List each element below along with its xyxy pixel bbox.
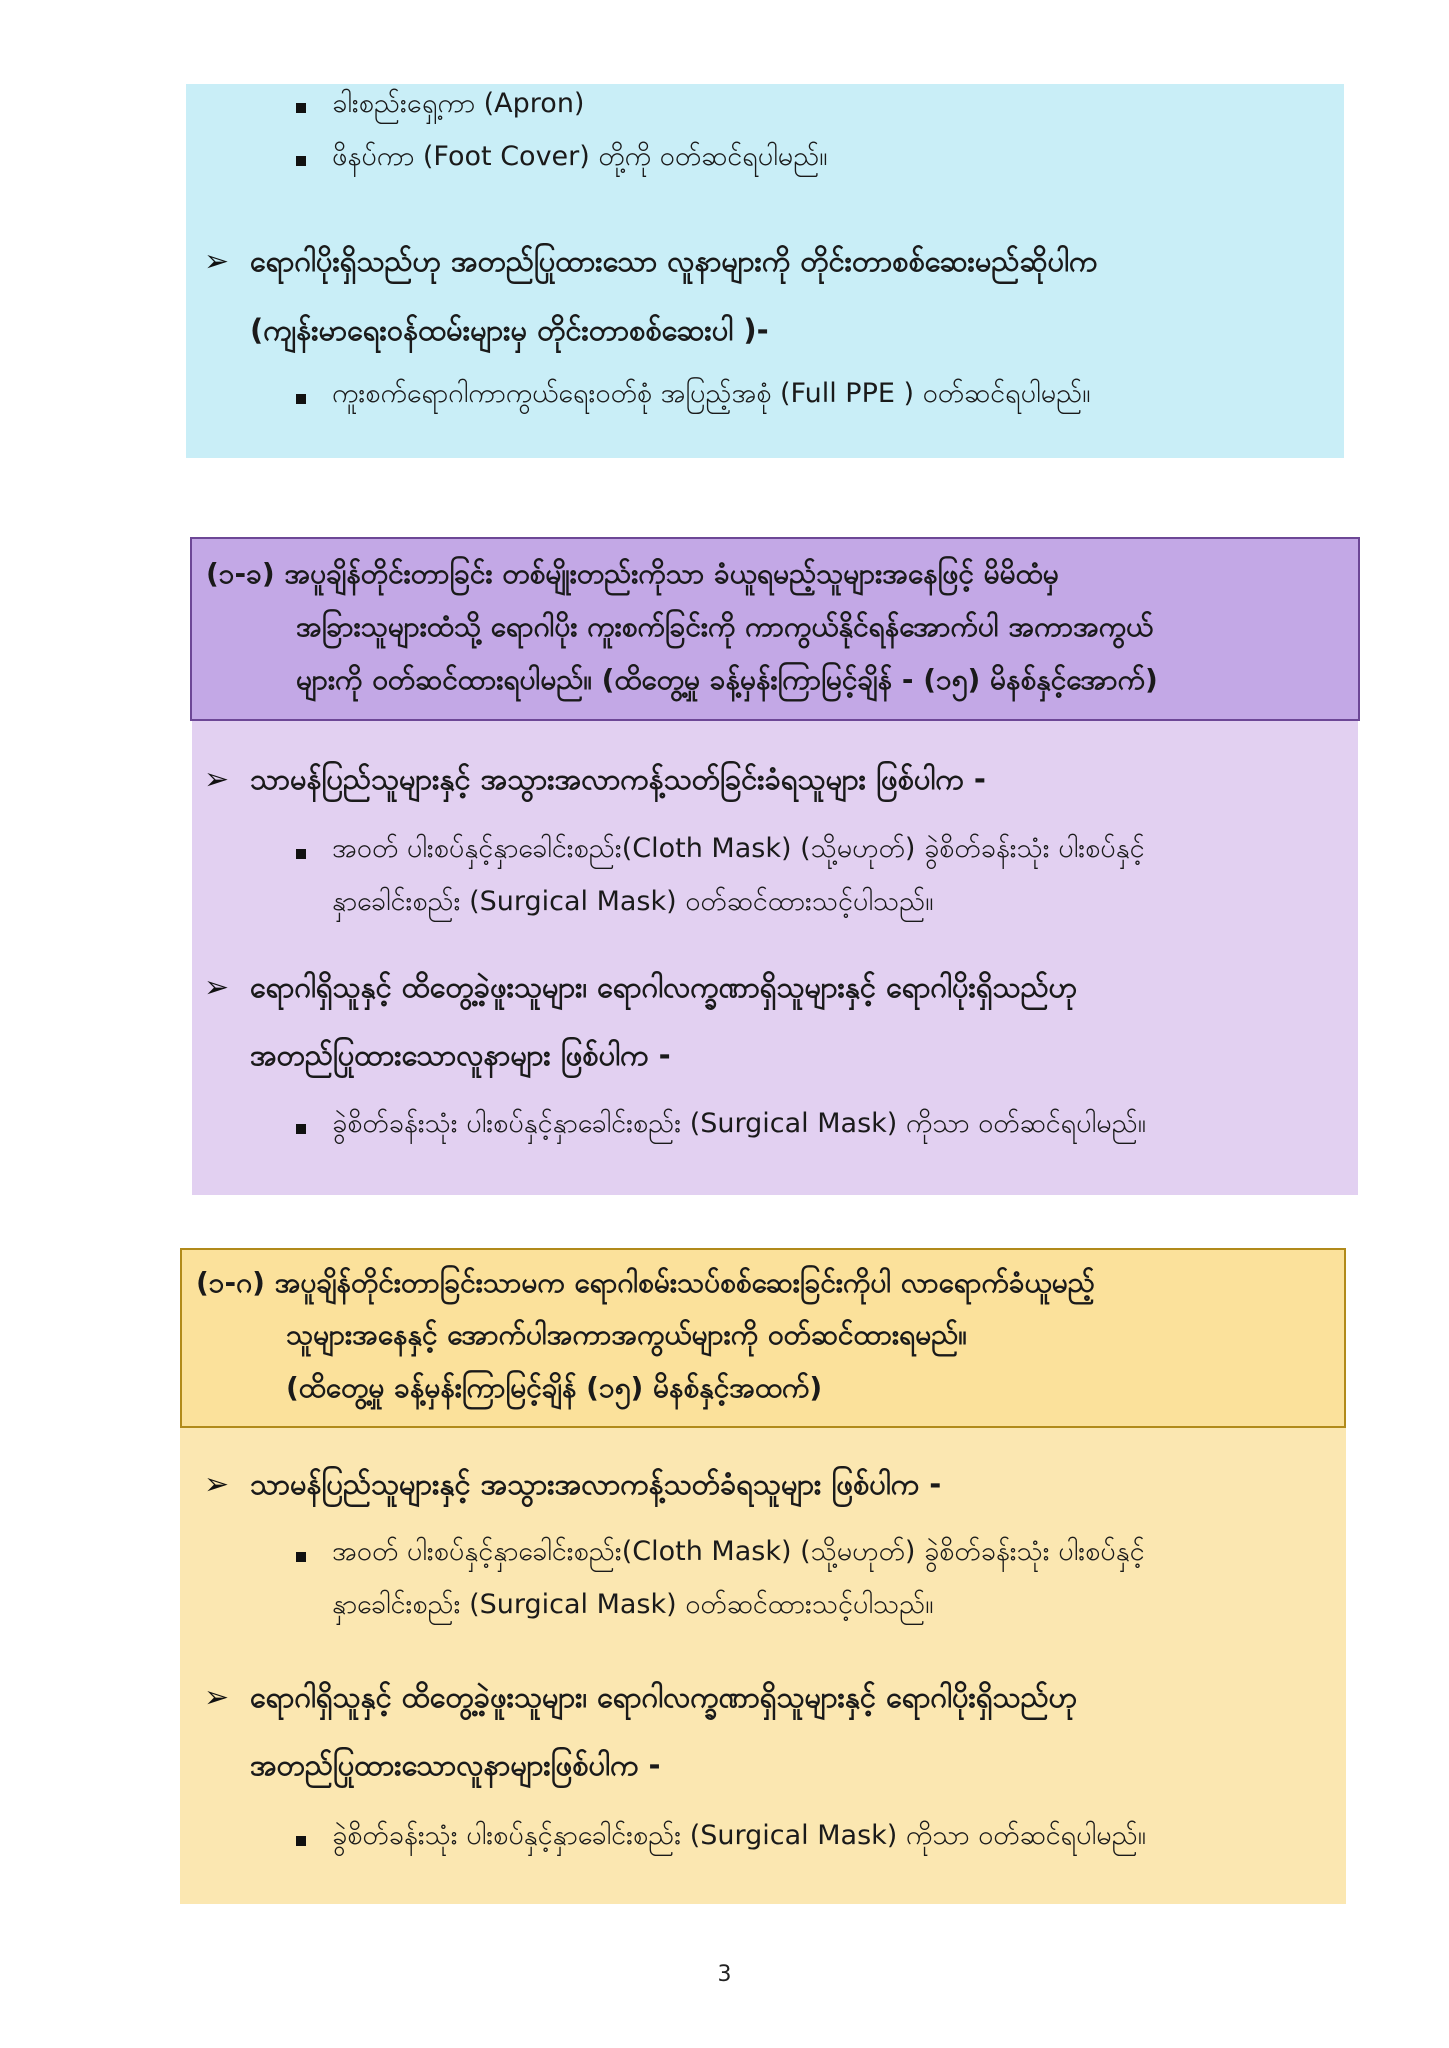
confirmed-patients-heading: ရောဂါပိုးရှိသည်ဟု အတည်ပြုထားသော လူနာများကို တိုင်းတာစစ်ဆေးမည်ဆိုပါက [250, 244, 1098, 278]
section-1b-contacts-heading: ရောဂါရှိသူနှင့် ထိတွေ့ခဲ့ဖူးသူများ၊ ရောဂါလက္ခဏာရှိသူများနှင့် ရောဂါပိုးရှိသည်ဟု [250, 970, 1077, 1004]
section-1b-title: (၁-ခ) အပူချိန်တိုင်းတာခြင်း တစ်မျိုးတည်းကိုသာ ခံယူရမည့်သူများအနေဖြင့် မိမိထံမှ [206, 557, 1059, 590]
bullet-marker [296, 394, 306, 404]
section-1c-public-heading: သာမန်ပြည်သူများနှင့် အသွားအလာကန့်သတ်ခံရသူများ ဖြစ်ပါက - [250, 1467, 942, 1501]
arrow-bullet-icon: ➢ [204, 1680, 230, 1715]
section-1c-title: (၁-ဂ) အပူချိန်တိုင်းတာခြင်းသာမက ရောဂါစမ်းသပ်စစ်ဆေးခြင်းကိုပါ လာရောက်ခံယူမည့် [196, 1266, 1095, 1299]
confirmed-patients-note: (ကျန်းမာရေးဝန်ထမ်းများမှ တိုင်းတာစစ်ဆေးပါ )- [250, 313, 769, 347]
section-1b-contacts-heading-line2: အတည်ပြုထားသောလူနာများ ဖြစ်ပါက - [250, 1038, 671, 1072]
bullet-marker [296, 1124, 306, 1134]
section-1b-title-line2: အခြားသူများထံသို့ ရောဂါပိုး ကူးစက်ခြင်းကို ကာကွယ်နိုင်ရန်အောက်ပါ အကာအကွယ် [296, 610, 1154, 643]
bullet-apron: ခါးစည်းရှေ့ကာ (Apron) [332, 88, 585, 119]
page-number: 3 [717, 1962, 732, 1987]
section-1b-title-line3: များကို ဝတ်ဆင်ထားရပါမည်။ (ထိတွေ့မှု ခန့်မှန်းကြာမြင့်ချိန် - (၁၅) မိနစ်နှင့်အောက်) [296, 663, 1158, 696]
section-1c-mask-option-line2: နှာခေါင်းစည်း (Surgical Mask) ဝတ်ဆင်ထားသင့်ပါသည်။ [332, 1589, 934, 1620]
section-1c-title-line2: သူများအနေနှင့် အောက်ပါအကာအကွယ်များကို ဝတ်ဆင်ထားရမည်။ [286, 1318, 967, 1351]
arrow-bullet-icon: ➢ [204, 1467, 230, 1502]
section-1b-public-heading: သာမန်ပြည်သူများနှင့် အသွားအလာကန့်သတ်ခြင်းခံရသူများ ဖြစ်ပါက - [250, 762, 986, 796]
section-1b-surgical-mask: ခွဲစိတ်ခန်းသုံး ပါးစပ်နှင့်နှာခေါင်းစည်း (Surgical Mask) ကိုသာ ဝတ်ဆင်ရပါမည်။ [332, 1108, 1146, 1139]
bullet-marker [296, 156, 306, 166]
bullet-marker [296, 103, 306, 113]
bullet-foot-cover: ဖိနပ်ကာ (Foot Cover) တို့ကို ဝတ်ဆင်ရပါမည်။ [332, 141, 828, 172]
bullet-marker [296, 849, 306, 859]
bullet-marker [296, 1552, 306, 1562]
section-1c-contacts-heading: ရောဂါရှိသူနှင့် ထိတွေ့ခဲ့ဖူးသူများ၊ ရောဂါလက္ခဏာရှိသူများနှင့် ရောဂါပိုးရှိသည်ဟု [250, 1680, 1077, 1714]
section-1c-title-line3: (ထိတွေ့မှု ခန့်မှန်းကြာမြင့်ချိန် (၁၅) မိနစ်နှင့်အထက်) [286, 1371, 823, 1404]
section-1c-mask-option: အဝတ် ပါးစပ်နှင့်နှာခေါင်းစည်း(Cloth Mask) (သို့မဟုတ်) ခွဲစိတ်ခန်းသုံး ပါးစပ်နှင့် [332, 1536, 1145, 1567]
section-1c-surgical-mask: ခွဲစိတ်ခန်းသုံး ပါးစပ်နှင့်နှာခေါင်းစည်း (Surgical Mask) ကိုသာ ဝတ်ဆင်ရပါမည်။ [332, 1820, 1146, 1851]
arrow-bullet-icon: ➢ [204, 970, 230, 1005]
bullet-marker [296, 1836, 306, 1846]
section-1b-mask-option-line2: နှာခေါင်းစည်း (Surgical Mask) ဝတ်ဆင်ထားသင့်ပါသည်။ [332, 886, 934, 917]
arrow-bullet-icon: ➢ [204, 762, 230, 797]
section-1c-contacts-heading-line2: အတည်ပြုထားသောလူနာများဖြစ်ပါက - [250, 1748, 661, 1782]
arrow-bullet-icon: ➢ [204, 244, 230, 279]
bullet-full-ppe: ကူးစက်ရောဂါကာကွယ်ရေးဝတ်စုံ အပြည့်အစုံ (Full PPE ) ဝတ်ဆင်ရပါမည်။ [332, 378, 1091, 409]
section-1b-mask-option: အဝတ် ပါးစပ်နှင့်နှာခေါင်းစည်း(Cloth Mask) (သို့မဟုတ်) ခွဲစိတ်ခန်းသုံး ပါးစပ်နှင့် [332, 833, 1145, 864]
